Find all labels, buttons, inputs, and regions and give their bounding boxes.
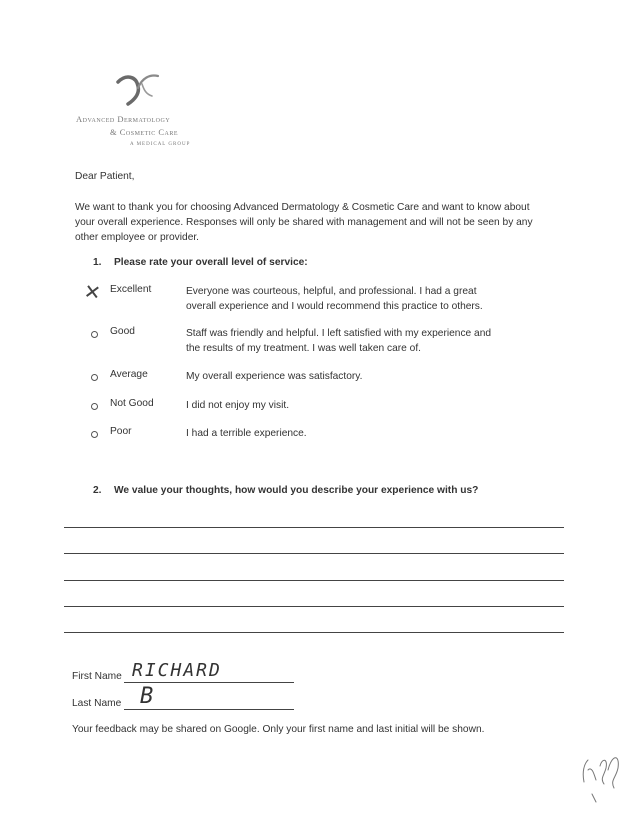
first-name-label: First Name [72, 671, 122, 682]
option-desc-line: Staff was friendly and helpful. I left satisfied with my experience and [186, 328, 492, 339]
intro-paragraph [75, 200, 575, 245]
last-name-label: Last Name [72, 698, 122, 709]
question-2-text: We value your thoughts, how would you describe your experience with us? [114, 485, 479, 496]
first-name-handwritten: RICHARD [132, 660, 222, 681]
option-description [186, 369, 546, 384]
answer-line[interactable] [64, 580, 564, 581]
logo-line-3: A MEDICAL GROUP [130, 142, 191, 147]
option-label: Not Good [110, 398, 154, 409]
last-name-field[interactable] [124, 709, 294, 710]
option-description [186, 326, 546, 356]
checked-x-icon: ✕ [82, 278, 103, 306]
radio-circle-icon[interactable] [91, 331, 98, 338]
answer-line[interactable] [64, 527, 564, 528]
option-label: Good [110, 326, 135, 337]
option-desc-line: the results of my treatment. I was well taken care of. [186, 343, 421, 354]
option-description [186, 284, 546, 314]
question-1-text: Please rate your overall level of service: [114, 257, 308, 268]
logo-line-1: Advanced Dermatology [76, 114, 171, 124]
option-label: Excellent [110, 284, 152, 295]
answer-line[interactable] [64, 553, 564, 554]
radio-circle-icon[interactable] [91, 403, 98, 410]
rating-option-excellent[interactable] [0, 278, 640, 318]
option-label: Average [110, 369, 148, 380]
question-2-number: 2. [93, 485, 102, 496]
answer-line[interactable] [64, 606, 564, 607]
option-description [186, 426, 546, 441]
intro-line: other employee or provider. [75, 232, 200, 243]
footer-note: Your feedback may be shared on Google. Only your first name and last initial will be shown. [72, 724, 485, 735]
option-label: Poor [110, 426, 132, 437]
intro-line: We want to thank you for choosing Advanced Dermatology & Cosmetic Care and want to know about [75, 202, 530, 213]
option-desc-line: My overall experience was satisfactory. [186, 371, 363, 382]
radio-circle-icon[interactable] [91, 374, 98, 381]
rating-option-good[interactable] [0, 326, 640, 360]
rating-option-poor[interactable] [0, 426, 640, 460]
question-1-number: 1. [93, 257, 102, 268]
option-desc-line: overall experience and I would recommend this practice to others. [186, 301, 483, 312]
logo-emblem-icon [112, 70, 162, 106]
answer-line[interactable] [64, 632, 564, 633]
option-desc-line: I had a terrible experience. [186, 428, 307, 439]
intro-line: your overall experience. Responses will only be shared with management and will not be seen by any [75, 217, 533, 228]
company-logo [70, 70, 210, 160]
option-description [186, 398, 546, 413]
logo-line-2: & Cosmetic Care [110, 127, 179, 137]
option-desc-line: I did not enjoy my visit. [186, 400, 290, 411]
last-name-handwritten: B [140, 684, 154, 709]
first-name-field[interactable] [124, 682, 294, 683]
greeting: Dear Patient, [75, 171, 135, 182]
radio-circle-icon[interactable] [91, 431, 98, 438]
option-desc-line: Everyone was courteous, helpful, and professional. I had a great [186, 286, 477, 297]
initials-scribble-icon [578, 744, 628, 804]
